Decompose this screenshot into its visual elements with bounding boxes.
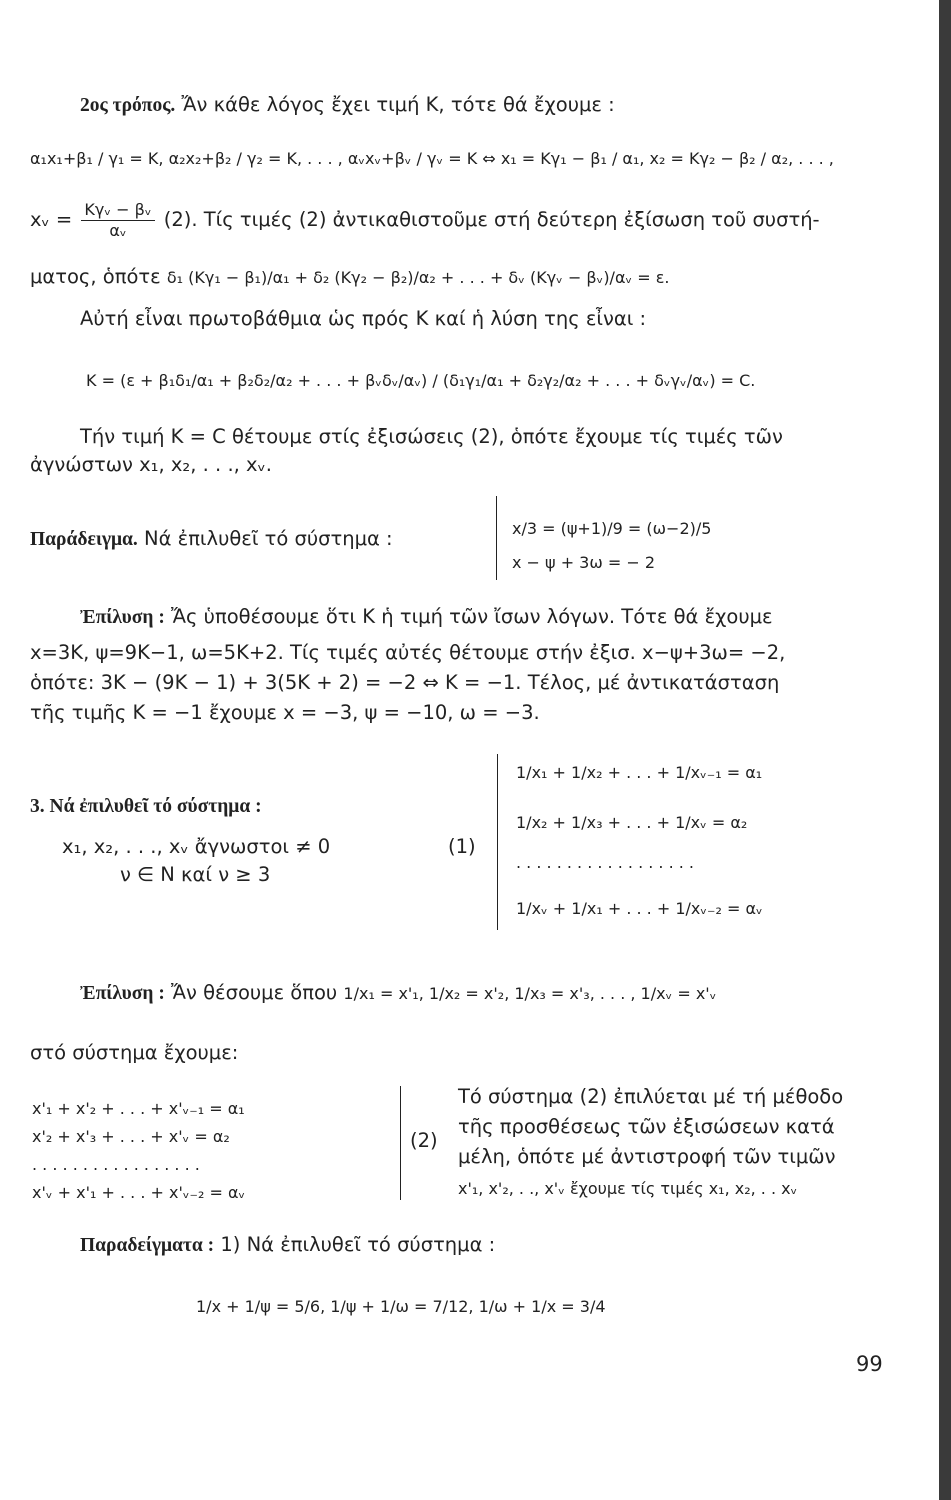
problem3-heading: 3. Νά ἐπιλυθεῖ τό σύστημα : — [30, 796, 262, 817]
method2-eq2-line — [30, 200, 820, 241]
sys2-row3: x'ᵥ + x'₁ + . . . + x'ᵥ₋₂ = αᵥ — [32, 1183, 246, 1202]
problem3-eq-row2: 1/x₂ + 1/x₃ + . . . + 1/xᵥ = α₂ — [516, 813, 748, 832]
example1-solution-label: Ἐπίλυση : — [80, 607, 165, 628]
example1-solution-2: x=3Κ, ψ=9Κ−1, ω=5Κ+2. Τίς τιμές αὐτές θέτουμε στήν ἐξισ. x−ψ+3ω= −2, — [30, 641, 786, 664]
example1-solution-1: Ἄς ὑποθέσουμε ὅτι Κ ἡ τιμή τῶν ἴσων λόγων. Τότε θά ἔχουμε — [171, 605, 773, 628]
method2-intro: Ἄν κάθε λόγος ἔχει τιμή Κ, τότε θά ἔχουμε : — [181, 93, 615, 116]
sys2-brace — [400, 1086, 401, 1200]
problem3-substitution: 1/x₁ = x'₁, 1/x₂ = x'₂, 1/x₃ = x'₃, . . . , 1/xᵥ = x'ᵥ — [343, 984, 717, 1003]
problem3-eq-row1: 1/x₁ + 1/x₂ + . . . + 1/xᵥ₋₁ = α₁ — [516, 763, 763, 782]
method2-heading: 2ος τρόπος. — [80, 95, 176, 116]
method-1: Τό σύστημα (2) ἐπιλύεται μέ τή μέθοδο — [458, 1085, 844, 1108]
problem3-brace — [497, 754, 498, 930]
problem3-label: (1) — [448, 835, 476, 858]
example1-solution-3: ὁπότε: 3Κ − (9Κ − 1) + 3(5Κ + 2) = −2 ⇔ Κ = −1. Τέλος, μέ ἀντικατάσταση — [30, 671, 780, 694]
problem3-label2: (2) — [410, 1129, 438, 1152]
example1-brace — [496, 496, 497, 580]
method-2: τῆς προσθέσεως τῶν ἐξισώσεων κατά — [458, 1115, 835, 1138]
value-text-1: Τήν τιμή Κ = C θέτουμε στίς ἐξισώσεις (2), ὁπότε ἔχουμε τίς τιμές τῶν — [80, 425, 783, 448]
examples-system: 1/x + 1/ψ = 5/6, 1/ψ + 1/ω = 7/12, 1/ω + 1/x = 3/4 — [196, 1297, 606, 1316]
page-edge — [939, 0, 951, 1500]
example1-sys-line2: x − ψ + 3ω = − 2 — [512, 553, 656, 572]
method2-linear: Αὐτή εἶναι πρωτοβάθμια ὡς πρός Κ καί ἡ λύση της εἶναι : — [80, 307, 647, 330]
examples-label: Παραδείγματα : — [80, 1235, 215, 1256]
eq3-text: ματος, ὁπότε — [30, 265, 161, 288]
eq2-lhs: xᵥ = — [30, 208, 73, 231]
problem3-cond2: ν ∈ Ν καί ν ≥ 3 — [120, 863, 271, 886]
method2-eq1: α₁x₁+β₁ / γ₁ = Κ, α₂x₂+β₂ / γ₂ = Κ, . . . , αᵥxᵥ+βᵥ / γᵥ = Κ ⇔ x₁ = Κγ₁ − β₁ / α₁, x₂ = Κγ₂ − β₂ / α₂, . . . , — [30, 149, 834, 168]
sys2-row1: x'₁ + x'₂ + . . . + x'ᵥ₋₁ = α₁ — [32, 1099, 245, 1118]
problem3-solution-text: Ἄν θέσουμε ὅπου — [171, 981, 338, 1004]
problem3-cond1: x₁, x₂, . . ., xᵥ ἄγνωστοι ≠ 0 — [62, 835, 331, 858]
method2-eq3-line — [30, 264, 669, 291]
eq2-den: αᵥ — [109, 221, 127, 240]
method-4: x'₁, x'₂, . ., x'ᵥ ἔχουμε τίς τιμές x₁, x₂, . . xᵥ — [458, 1179, 798, 1198]
example1-solution-4: τῆς τιμῆς Κ = −1 ἔχουμε x = −3, ψ = −10, ω = −3. — [30, 701, 540, 724]
example1-prompt: Νά ἐπιλυθεῖ τό σύστημα : — [144, 527, 393, 550]
problem3-solution-line — [80, 980, 716, 1007]
eq3-math: δ₁ (Κγ₁ − β₁)/α₁ + δ₂ (Κγ₂ − β₂)/α₂ + . . . + δᵥ (Κγᵥ − βᵥ)/αᵥ = ε. — [166, 268, 670, 287]
problem3-solution-label: Ἐπίλυση : — [80, 983, 165, 1004]
k-formula: Κ = (ε + β₁δ₁/α₁ + β₂δ₂/α₂ + . . . + βᵥδᵥ/αᵥ) / (δ₁γ₁/α₁ + δ₂γ₂/α₂ + . . . + δᵥγᵥ/αᵥ) = C. — [86, 371, 756, 390]
problem3-eq-row3: 1/xᵥ + 1/x₁ + . . . + 1/xᵥ₋₂ = αᵥ — [516, 899, 763, 918]
examples-line — [80, 1232, 495, 1259]
eq2-num: Κγᵥ − βᵥ — [81, 200, 154, 221]
method-3: μέλη, ὁπότε μέ ἀντιστροφή τῶν τιμῶν — [458, 1145, 836, 1168]
example1-sys-line1: x/3 = (ψ+1)/9 = (ω−2)/5 — [512, 519, 712, 538]
page-number: 99 — [856, 1352, 883, 1376]
eq2-fraction — [81, 200, 154, 241]
method2-line — [80, 92, 615, 119]
sys2-row2: x'₂ + x'₃ + . . . + x'ᵥ = α₂ — [32, 1127, 230, 1146]
problem3-eq-dots: . . . . . . . . . . . . . . . . . . — [516, 853, 695, 872]
eq2-text: (2). Τίς τιμές (2) ἀντικαθιστοῦμε στή δεύτερη ἐξίσωση τοῦ συστή- — [163, 208, 820, 231]
problem3-into: στό σύστημα ἔχουμε: — [30, 1041, 239, 1064]
example1-solution-line1 — [80, 604, 773, 631]
examples-item: 1) Νά ἐπιλυθεῖ τό σύστημα : — [220, 1233, 496, 1256]
example1-line — [30, 526, 393, 553]
example1-label: Παράδειγμα. — [30, 529, 138, 550]
sys2-dots: . . . . . . . . . . . . . . . . . — [32, 1155, 200, 1174]
value-text-2: ἀγνώστων x₁, x₂, . . ., xᵥ. — [30, 453, 272, 476]
